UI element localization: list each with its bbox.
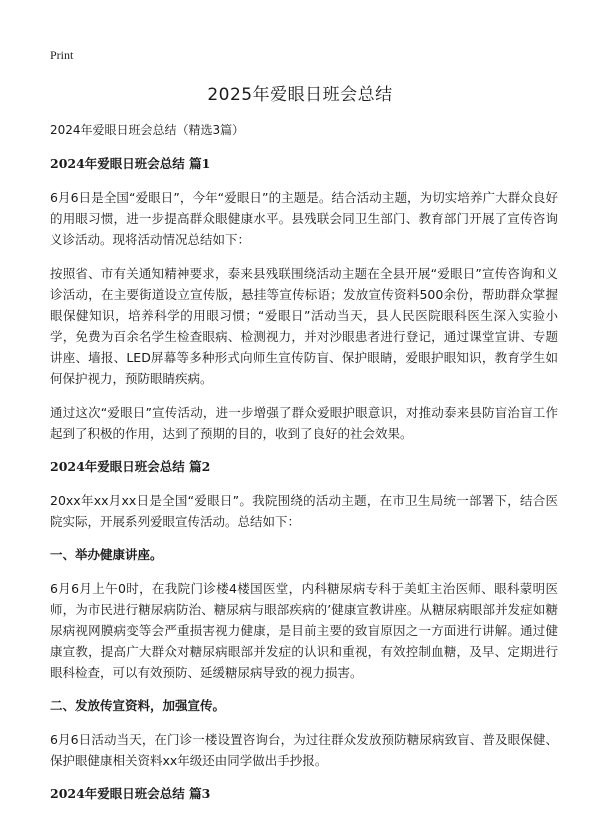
- paragraph: 6月6日是全国“爱眼日”，今年“爱眼日”的主题是。结合活动主题，为切实培养广大群众良好的用眼习惯，进一步提高群众眼健康水平。县残联会同卫生部门、教育部门开展了宣传咨询义诊活动。现将活动情况总结如下：: [50, 190, 558, 247]
- paragraph: 6月6日活动当天，在门诊一楼设置咨询台，为过往群众发放预防糖尿病致盲、普及眼保健、保护眼健康相关资料xx年级还由同学做出手抄报。: [50, 732, 558, 768]
- article-subtitle: 2024年爱眼日班会总结（精选3篇）: [50, 123, 245, 137]
- paragraph: 通过这次“爱眼日”宣传活动，进一步增强了群众爱眼护眼意识，对推动泰来县防盲治盲工作起到了积极的作用，达到了预期的目的，收到了良好的社会效果。: [50, 405, 558, 441]
- page-title: 2025年爱眼日班会总结: [207, 85, 393, 105]
- paragraph: 20xx年xx月xx日是全国“爱眼日”。我院围绕的活动主题，在市卫生局统一部署下，结合医院实际，开展系列爱眼宣传活动。总结如下：: [50, 493, 558, 529]
- section-heading-1: 2024年爱眼日班会总结 篇1: [50, 156, 211, 171]
- article-body: [50, 120, 558, 817]
- paragraph: 按照省、市有关通知精神要求，泰来县残联围绕活动主题在全县开展“爱眼日”宣传咨询和义诊活动，在主要街道设立宣传版，悬挂等宣传标语；发放宣传资料500余份，帮助群众掌握眼保健知识，培养科学的用眼习惯；“爱眼日”活动当天，县人民医院眼科医生深入实验小学，免费为百余名学生检查眼病、检测视力，并对沙眼患者进行登记，通过课堂宣讲、专题讲座、墙报、LED屏幕等多种形式向师生宣传防盲、保护眼睛，爱眼护眼知识，教育学生如何保护视力，预防眼睛疾病。: [50, 266, 558, 386]
- paragraph: 6月6月上午0时，在我院门诊楼4楼国医堂，内科糖尿病专科于美虹主治医师、眼科蒙明医师，为市民进行糖尿病防治、糖尿病与眼部疾病的’健康宣教讲座。从糖尿病眼部并发症如糖尿病视网膜病变等会严重损害视力健康，是目前主要的致盲原因之一方面进行讲解。通过健康宣教，提高广大群众对糖尿病眼部并发症的认识和重视，有效控制血糖，及早、定期进行眼科检查，可以有效预防、延缓糖尿病导致的视力损害。: [50, 581, 558, 680]
- subsection-heading-2: 二、发放传宣资料，加强宣传。: [50, 698, 226, 713]
- section-heading-2: 2024年爱眼日班会总结 篇2: [50, 459, 211, 474]
- print-link[interactable]: Print: [50, 48, 74, 62]
- subsection-heading-1: 一、举办健康讲座。: [50, 547, 163, 562]
- section-heading-3: 2024年爱眼日班会总结 篇3: [50, 786, 211, 801]
